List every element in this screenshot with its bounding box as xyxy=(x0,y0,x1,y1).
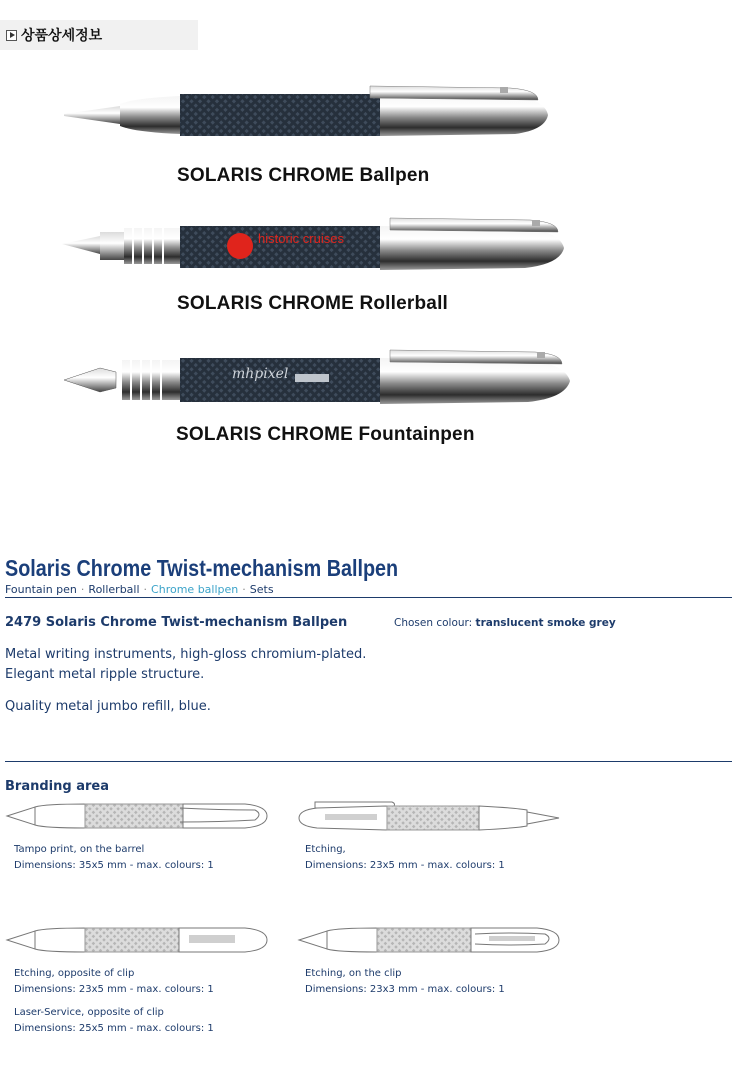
branding-dimensions: Dimensions: 23x5 mm - max. colours: 1 xyxy=(14,984,214,995)
subnav-separator: · xyxy=(143,583,148,596)
branding-item-2 xyxy=(305,842,505,874)
branding-title: Branding area xyxy=(5,779,109,794)
product-image-rollerball xyxy=(60,214,580,284)
subnav-separator: · xyxy=(80,583,85,596)
branding-dimensions: Dimensions: 23x5 mm - max. colours: 1 xyxy=(305,860,505,871)
pen-caption-ballpen: SOLARIS CHROME Ballpen xyxy=(177,165,430,186)
product-image-ballpen xyxy=(60,78,580,148)
branding-item-4 xyxy=(305,966,505,998)
branding-dimensions: Dimensions: 35x5 mm - max. colours: 1 xyxy=(14,860,214,871)
product-code-title: 2479 Solaris Chrome Twist-mechanism Ballpen xyxy=(5,615,348,630)
chosen-colour-value: translucent smoke grey xyxy=(475,617,616,629)
product-image-fountainpen xyxy=(60,346,580,416)
section-title: 상품상세정보 xyxy=(21,28,103,44)
product-subnav xyxy=(5,583,274,596)
branding-diagram-etching-clip xyxy=(297,924,562,956)
subnav-item-chrome-ballpen[interactable]: Chrome ballpen xyxy=(151,583,239,596)
product-description-2: Elegant metal ripple structure. xyxy=(5,667,205,682)
section-tab-product-details xyxy=(0,20,198,50)
branding-diagram-tampo xyxy=(5,800,270,832)
branding-dimensions: Dimensions: 23x3 mm - max. colours: 1 xyxy=(305,984,505,995)
divider xyxy=(5,761,732,762)
divider xyxy=(5,597,732,598)
rollerball-logo-text: historic cruises xyxy=(258,231,344,246)
subnav-item-sets[interactable]: Sets xyxy=(249,583,274,596)
subnav-item-fountain-pen[interactable]: Fountain pen xyxy=(5,583,77,596)
branding-diagram-etching xyxy=(297,800,562,834)
subnav-separator: · xyxy=(242,583,246,596)
product-description-3: Quality metal jumbo refill, blue. xyxy=(5,699,211,714)
branding-method: Etching, on the clip xyxy=(305,968,402,979)
branding-method: Etching, xyxy=(305,844,346,855)
branding-method: Tampo print, on the barrel xyxy=(14,844,145,855)
branding-method: Laser-Service, opposite of clip xyxy=(14,1007,164,1018)
fountainpen-logo-text: mhpixel xyxy=(232,366,289,382)
branding-item-3 xyxy=(14,966,214,1037)
branding-dimensions: Dimensions: 25x5 mm - max. colours: 1 xyxy=(14,1023,214,1034)
pen-caption-fountainpen: SOLARIS CHROME Fountainpen xyxy=(176,424,475,445)
branding-diagram-etching-opposite xyxy=(5,924,270,956)
product-description-1: Metal writing instruments, high-gloss chromium-plated. xyxy=(5,647,367,662)
chosen-colour-label: Chosen colour: xyxy=(394,617,473,629)
branding-item-1 xyxy=(14,842,214,874)
product-title: Solaris Chrome Twist-mechanism Ballpen xyxy=(5,555,399,581)
pen-caption-rollerball: SOLARIS CHROME Rollerball xyxy=(177,293,449,314)
chosen-colour xyxy=(394,617,616,629)
branding-method: Etching, opposite of clip xyxy=(14,968,135,979)
subnav-item-rollerball[interactable]: Rollerball xyxy=(88,583,140,596)
play-arrow-icon xyxy=(6,30,17,41)
